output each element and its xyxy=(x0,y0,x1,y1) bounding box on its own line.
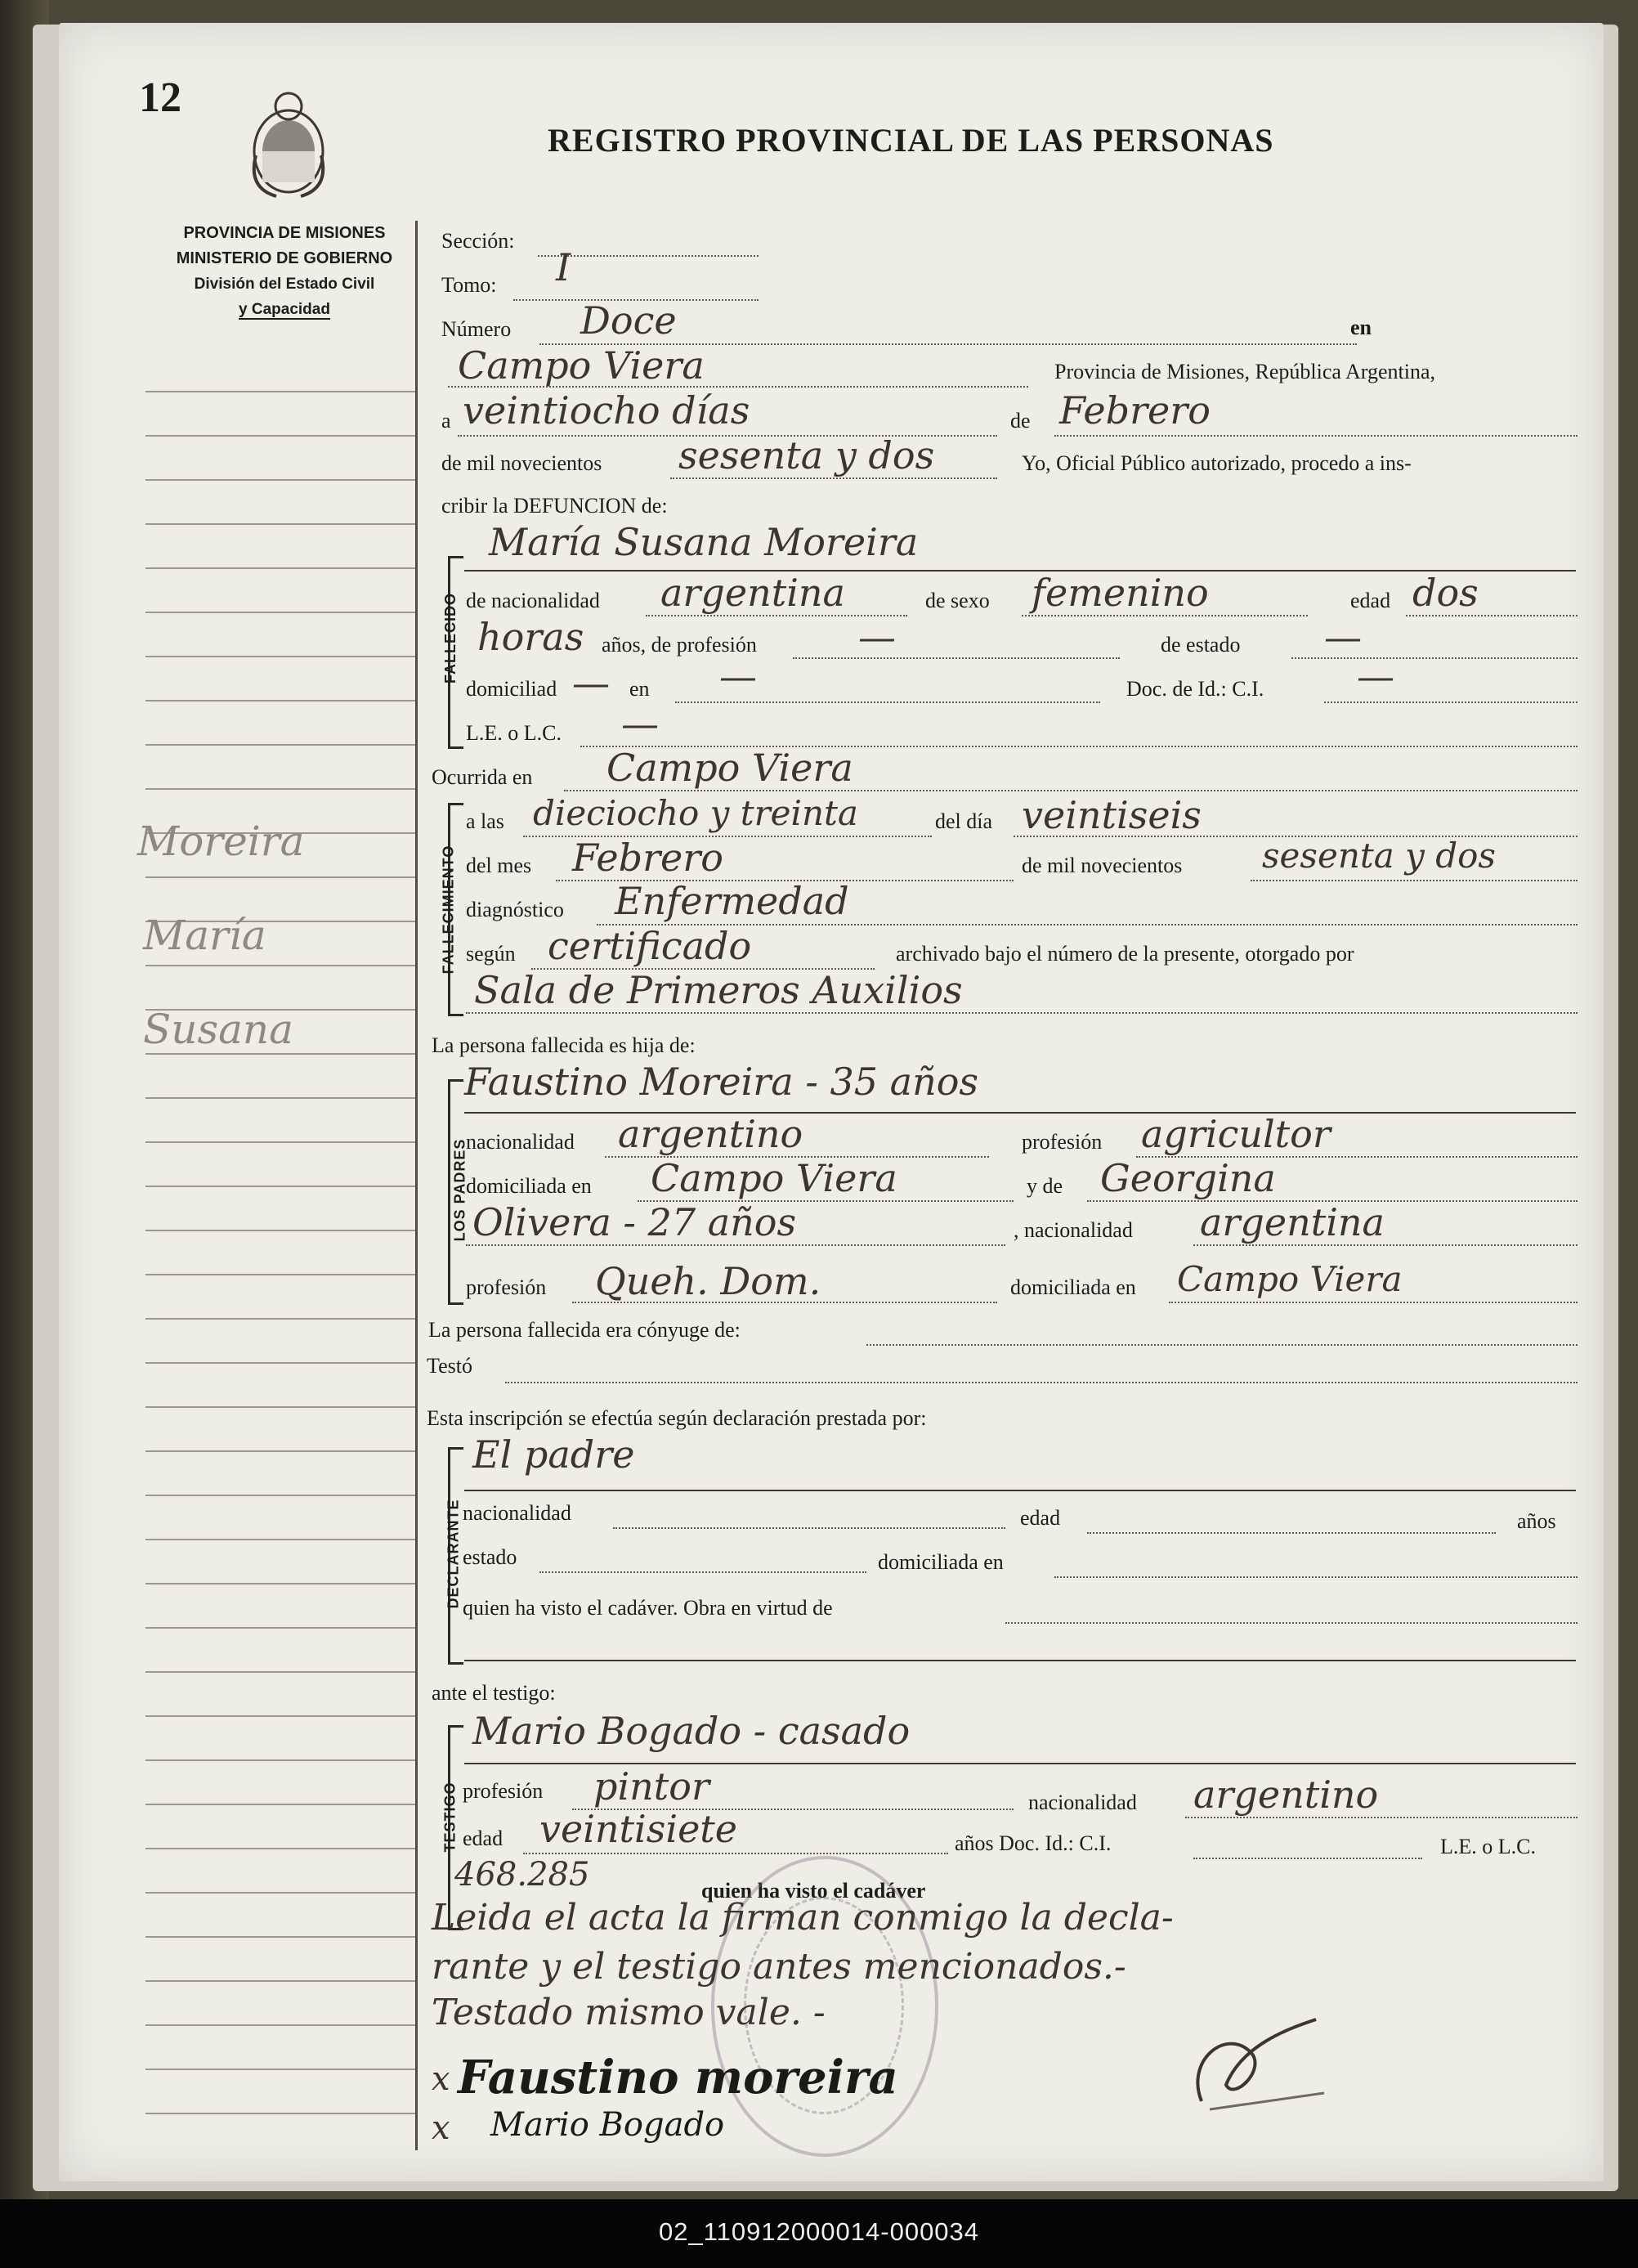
value-madre-nac: argentina xyxy=(1200,1200,1385,1244)
margin-rule xyxy=(145,1980,415,1982)
margin-rule xyxy=(145,1627,415,1629)
margin-rule xyxy=(145,1715,415,1717)
value-padre-prof: agricultor xyxy=(1141,1112,1331,1156)
label-conyuge: La persona fallecida era cónyuge de: xyxy=(428,1318,741,1342)
line-madre-nac xyxy=(1193,1244,1578,1246)
line-seccion xyxy=(538,255,759,257)
line-estado xyxy=(1291,657,1578,659)
margin-rule xyxy=(145,1053,415,1055)
value-declarante: El padre xyxy=(472,1432,635,1477)
line-test-ci xyxy=(1193,1858,1422,1859)
margin-rule xyxy=(145,1892,415,1894)
value-profesion: — xyxy=(858,615,896,659)
label-del-dia: del día xyxy=(935,809,993,833)
header-ministry: MINISTERIO DE GOBIERNO xyxy=(176,249,393,267)
document-title: REGISTRO PROVINCIAL DE LAS PERSONAS xyxy=(548,122,1274,159)
margin-rule xyxy=(145,1804,415,1805)
margin-rule xyxy=(145,2069,415,2070)
value-madre-dom: Campo Viera xyxy=(1177,1259,1403,1299)
value-mes: Febrero xyxy=(1059,388,1211,433)
label-edad: edad xyxy=(1350,589,1391,612)
label-decl-estado: estado xyxy=(463,1545,517,1569)
label-diagnostico: diagnóstico xyxy=(466,898,564,921)
value-dia: veintiseis xyxy=(1022,793,1202,837)
label-decl-nac: nacionalidad xyxy=(463,1501,571,1525)
margin-rule xyxy=(145,1671,415,1673)
margin-note-surname: Moreira xyxy=(137,818,305,865)
official-signature xyxy=(1177,1995,1340,2126)
margin-rule xyxy=(145,391,415,392)
value-lelc: — xyxy=(621,701,659,746)
margin-rule xyxy=(145,1450,415,1452)
line-nombre xyxy=(464,570,1576,571)
section-fallecido: FALLECIDO xyxy=(442,593,459,684)
line-mes xyxy=(1054,435,1578,437)
line-ci xyxy=(1324,701,1578,703)
line-decl-estado xyxy=(539,1571,866,1573)
margin-rule xyxy=(145,1406,415,1408)
line-sexo xyxy=(1022,615,1308,616)
value-madre-prof: Queh. Dom. xyxy=(595,1259,821,1303)
margin-rule xyxy=(145,435,415,437)
value-dias: veintiocho días xyxy=(463,388,750,433)
label-decl-cadaver: quien ha visto el cadáver. Obra en virtud de xyxy=(463,1596,833,1620)
label-a-las: a las xyxy=(466,809,504,833)
label-decl-anos: años xyxy=(1517,1509,1556,1533)
label-le-lc: L.E. o L.C. xyxy=(466,721,562,745)
line-profesion xyxy=(793,657,1120,659)
line-madre-dom xyxy=(1169,1302,1578,1303)
label-test-edad: edad xyxy=(463,1827,503,1850)
margin-rule xyxy=(145,1141,415,1143)
label-test-nac: nacionalidad xyxy=(1028,1791,1137,1814)
margin-rule xyxy=(145,2024,415,2026)
value-anio2: sesenta y dos xyxy=(1262,836,1496,876)
margin-rule xyxy=(145,1230,415,1231)
value-numero: Doce xyxy=(580,298,677,343)
value-test-nac: argentino xyxy=(1193,1773,1379,1817)
margin-rule xyxy=(145,965,415,966)
archive-id: 02_110912000014-000034 xyxy=(658,2217,980,2246)
label-decl-dom: domiciliada en xyxy=(878,1550,1004,1574)
line-conyuge xyxy=(866,1344,1578,1346)
header-capacity: y Capacidad xyxy=(239,301,330,318)
line-declarante xyxy=(464,1490,1576,1491)
label-inscripcion: Esta inscripción se efectúa según declaración prestada por: xyxy=(427,1406,927,1430)
label-inscribir: cribir la DEFUNCION de: xyxy=(441,494,668,518)
margin-rule xyxy=(145,1495,415,1496)
value-estado: — xyxy=(1324,615,1362,659)
margin-rule xyxy=(145,1539,415,1540)
line-test-edad xyxy=(523,1853,948,1854)
margin-note-first-name: María xyxy=(143,912,266,959)
value-ocurrida: Campo Viera xyxy=(606,746,853,790)
label-numero: Número xyxy=(441,317,512,341)
line-decl-cadaver xyxy=(1005,1622,1578,1624)
margin-divider xyxy=(415,221,418,2150)
margin-rule xyxy=(145,523,415,525)
line-testo xyxy=(505,1382,1578,1383)
label-mil-novecientos: de mil novecientos xyxy=(441,451,602,475)
label-padre-prof: profesión xyxy=(1022,1130,1103,1154)
line-decl-edad xyxy=(1087,1532,1496,1534)
line-domicilio xyxy=(675,701,1100,703)
label-oficial: Yo, Oficial Público autorizado, procedo a ins- xyxy=(1022,451,1412,475)
margin-rule xyxy=(145,1097,415,1099)
line-anio xyxy=(670,477,997,479)
value-nombre: María Susana Moreira xyxy=(489,520,919,564)
label-anos-profesion: años, de profesión xyxy=(602,633,757,657)
coat-of-arms-icon xyxy=(244,82,333,204)
label-padre-dom: domiciliada en xyxy=(466,1174,592,1198)
line-madre-prof xyxy=(572,1302,997,1303)
line-decl-dom xyxy=(1054,1576,1578,1578)
margin-rule xyxy=(145,1186,415,1187)
line-test-nac xyxy=(1185,1817,1578,1818)
note-line-2: rante y el testigo antes mencionados.- xyxy=(432,1946,1126,1988)
value-padre-dom: Campo Viera xyxy=(651,1156,897,1200)
label-madre-dom: domiciliada en xyxy=(1010,1275,1136,1299)
header-province: PROVINCIA DE MISIONES xyxy=(183,224,386,242)
label-domiciliad: domiciliad xyxy=(466,677,557,701)
margin-rule xyxy=(145,1583,415,1584)
label-ante-testigo: ante el testigo: xyxy=(432,1681,556,1705)
value-hora: dieciocho y treinta xyxy=(533,793,858,833)
label-nacionalidad: de nacionalidad xyxy=(466,589,600,612)
label-a: a xyxy=(441,409,451,433)
signature-testigo: Mario Bogado xyxy=(490,2106,725,2144)
label-mil-nov2: de mil novecientos xyxy=(1022,854,1183,877)
margin-rule xyxy=(145,656,415,657)
margin-rule xyxy=(145,1274,415,1275)
line-decl-nac xyxy=(613,1527,1005,1529)
section-declarante: DECLARANTE xyxy=(445,1499,462,1609)
margin-rule xyxy=(145,1936,415,1938)
label-tomo: Tomo: xyxy=(441,273,497,297)
margin-rule xyxy=(145,876,415,878)
line-otorgado xyxy=(466,1012,1578,1014)
margin-rule xyxy=(145,1362,415,1364)
label-estado: de estado xyxy=(1161,633,1241,657)
value-test-edad: veintisiete xyxy=(539,1807,737,1851)
margin-rule xyxy=(145,700,415,701)
value-madre2: Olivera - 27 años xyxy=(472,1200,797,1244)
label-test-anos-doc: años Doc. Id.: C.I. xyxy=(955,1831,1112,1855)
signature-mark-1: x xyxy=(432,2060,450,2098)
value-nacionalidad: argentina xyxy=(660,571,845,615)
value-edad-unidad: horas xyxy=(477,615,584,659)
value-segun: certificado xyxy=(548,924,752,968)
label-seccion: Sección: xyxy=(441,229,515,253)
label-de-mes: de xyxy=(1010,409,1031,433)
value-edad: dos xyxy=(1412,571,1479,615)
label-padre-nac: nacionalidad xyxy=(466,1130,575,1154)
value-madre: Georgina xyxy=(1100,1156,1276,1200)
value-testigo: Mario Bogado - casado xyxy=(472,1709,911,1753)
label-test-prof: profesión xyxy=(463,1779,544,1803)
label-hija-de: La persona fallecida es hija de: xyxy=(432,1033,696,1057)
value-sexo: femenino xyxy=(1032,571,1209,615)
margin-rule xyxy=(145,612,415,613)
left-header xyxy=(145,221,423,322)
value-domic: — xyxy=(572,661,610,705)
value-diagnostico: Enfermedad xyxy=(615,879,849,923)
page-number: 12 xyxy=(139,74,181,121)
value-tomo: I xyxy=(556,245,571,289)
line-ocurrida xyxy=(564,790,1578,791)
label-sexo: de sexo xyxy=(925,589,990,612)
note-line-1: Leida el acta la firman conmigo la decla- xyxy=(432,1897,1174,1939)
label-archivado: archivado bajo el número de la presente, otorgado por xyxy=(896,942,1354,966)
value-otorgado: Sala de Primeros Auxilios xyxy=(474,968,963,1012)
value-test-prof: pintor xyxy=(593,1764,709,1809)
label-en: en xyxy=(1350,316,1372,339)
label-test-lelc: L.E. o L.C. xyxy=(1440,1835,1536,1858)
margin-rule xyxy=(145,479,415,481)
signature-mark-2: x xyxy=(432,2109,450,2147)
line-lugar xyxy=(448,386,1028,388)
margin-rule xyxy=(145,1848,415,1849)
margin-rule xyxy=(145,1318,415,1320)
value-test-ci: 468.285 xyxy=(454,1856,590,1894)
value-padre: Faustino Moreira - 35 años xyxy=(464,1060,979,1104)
label-testo: Testó xyxy=(427,1354,472,1378)
label-doc-id: Doc. de Id.: C.I. xyxy=(1126,677,1264,701)
section-testigo: TESTIGO xyxy=(441,1782,459,1853)
margin-rule xyxy=(145,1759,415,1761)
section-fallecimiento: FALLECIMIENTO xyxy=(440,845,457,975)
margin-rule xyxy=(145,744,415,746)
value-mes2: Febrero xyxy=(572,836,723,880)
label-ocurrida: Ocurrida en xyxy=(432,765,533,789)
section-padres: LOS PADRES xyxy=(451,1138,468,1242)
margin-note-second-name: Susana xyxy=(143,1006,293,1053)
value-anio: sesenta y dos xyxy=(678,433,935,477)
header-division: División del Estado Civil xyxy=(194,276,375,293)
label-segun: según xyxy=(466,942,516,966)
value-lugar: Campo Viera xyxy=(458,343,705,388)
label-provincia: Provincia de Misiones, República Argentina, xyxy=(1054,360,1435,383)
label-en-dom: en xyxy=(629,677,650,701)
line-madre2 xyxy=(466,1244,1005,1246)
label-madre-prof: profesión xyxy=(466,1275,547,1299)
label-del-mes: del mes xyxy=(466,854,532,877)
label-test-cadaver: quien ha visto el cadáver xyxy=(701,1879,926,1903)
note-line-3: Testado mismo vale. - xyxy=(432,1992,826,2033)
line-anio2 xyxy=(1251,880,1578,881)
label-madre-nac: , nacionalidad xyxy=(1014,1218,1133,1242)
signature-declarante: Faustino moreira xyxy=(458,2051,898,2104)
line-edad xyxy=(1406,615,1578,616)
margin-rule xyxy=(145,2113,415,2114)
line-decl-end xyxy=(464,1660,1576,1661)
margin-rule xyxy=(145,567,415,569)
label-y-de: y de xyxy=(1027,1174,1063,1198)
value-ci: — xyxy=(1357,654,1394,698)
margin-rule xyxy=(145,788,415,790)
label-decl-edad: edad xyxy=(1020,1506,1061,1530)
value-padre-nac: argentino xyxy=(618,1112,803,1156)
archive-footer xyxy=(0,2199,1638,2268)
value-en: — xyxy=(719,654,757,698)
